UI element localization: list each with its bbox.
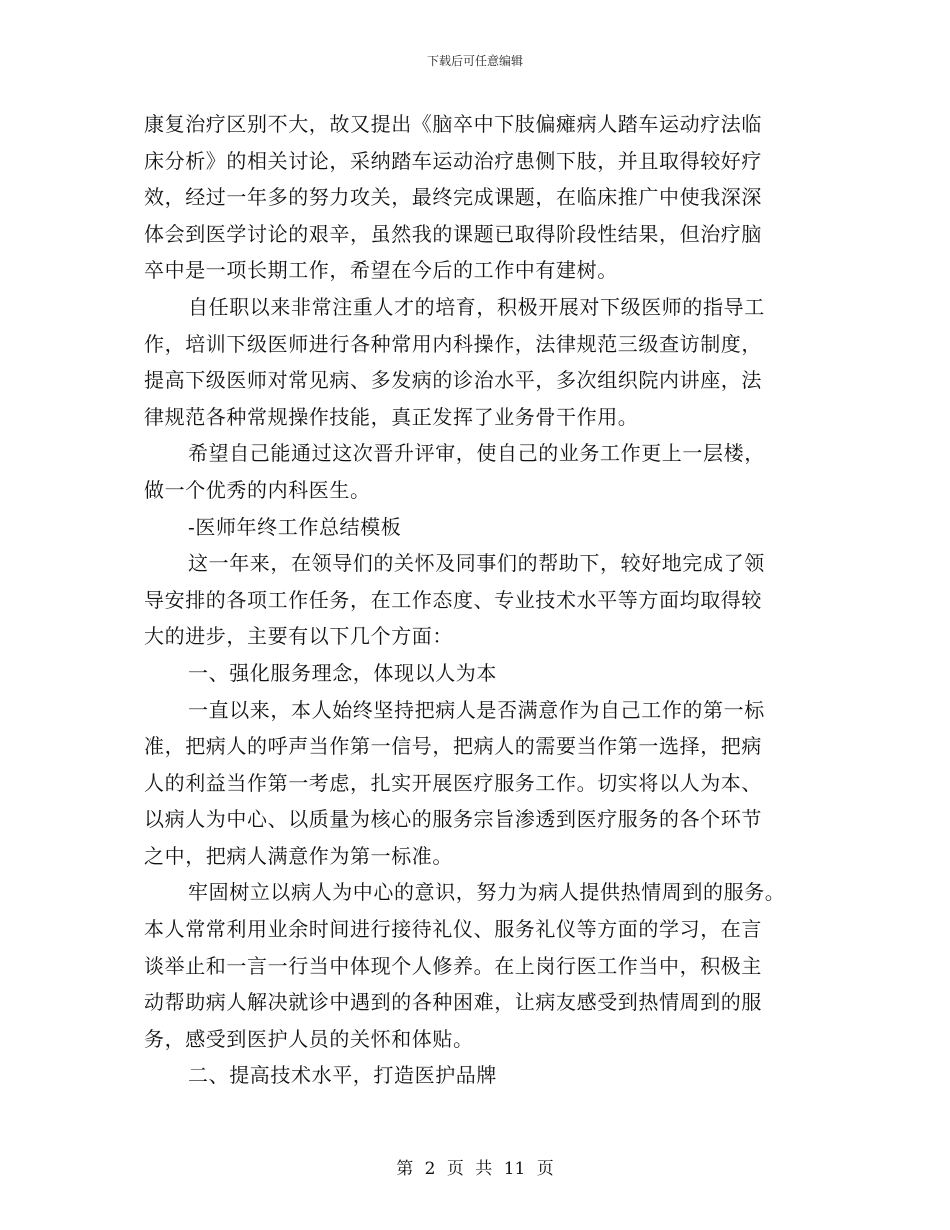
text-line: 效，经过一年多的努力攻关，最终完成课题，在临床推广中使我深深 bbox=[144, 185, 762, 210]
text-line: 动帮助病人解决就诊中遇到的各种困难，让病友感受到热情周到的服 bbox=[144, 990, 762, 1015]
text-line: 律规范各种常规操作技能，真正发挥了业务骨干作用。 bbox=[144, 404, 639, 429]
text-line: 提高下级医师对常见病、多发病的诊治水平，多次组织院内讲座，法 bbox=[144, 368, 762, 393]
text-line: 本人常常利用业余时间进行接待礼仪、服务礼仪等方面的学习，在言 bbox=[144, 917, 762, 942]
section-heading: 二、提高技术水平，打造医护品牌 bbox=[188, 1063, 497, 1088]
text-line: 务，感受到医护人员的关怀和体贴。 bbox=[144, 1026, 474, 1051]
text-line: 做一个优秀的内科医生。 bbox=[144, 477, 371, 502]
text-line: 人的利益当作第一考虑，扎实开展医疗服务工作。切实将以人为本、 bbox=[144, 770, 762, 795]
text-line: 作，培训下级医师进行各种常用内科操作，法律规范三级查访制度， bbox=[144, 331, 762, 356]
text-line: 以病人为中心、以质量为核心的服务宗旨渗透到医疗服务的各个环节 bbox=[144, 807, 762, 832]
text-line: 康复治疗区别不大，故又提出《脑卒中下肢偏瘫病人踏车运动疗法临 bbox=[144, 112, 762, 136]
paragraph-start-line: 希望自己能通过这次晋升评审，使自己的业务工作更上一层楼， bbox=[188, 441, 765, 466]
text-line: 体会到医学讨论的艰辛，虽然我的课题已取得阶段性结果，但治疗脑 bbox=[144, 221, 762, 246]
text-line: 谈举止和一言一行当中体现个人修养。在上岗行医工作当中，积极主 bbox=[144, 953, 762, 978]
page-number: 第 2 页 共 11 页 bbox=[396, 1159, 554, 1179]
section-heading: 一、强化服务理念，体现以人为本 bbox=[188, 660, 497, 685]
paragraph-start-line: 这一年来，在领导们的关怀及同事们的帮助下，较好地完成了领 bbox=[188, 551, 765, 576]
section-title: -医师年终工作总结模板 bbox=[188, 514, 402, 539]
page-header: 下载后可任意编辑 bbox=[426, 54, 523, 68]
document-body bbox=[144, 106, 808, 1094]
text-line: 床分析》的相关讨论，采纳踏车运动治疗患侧下肢，并且取得较好疗 bbox=[144, 148, 762, 173]
text-line: 导安排的各项工作任务，在工作态度、专业技术水平等方面均取得较 bbox=[144, 587, 762, 612]
paragraph-start-line: 一直以来，本人始终坚持把病人是否满意作为自己工作的第一标 bbox=[188, 697, 765, 722]
text-line: 之中，把病人满意作为第一标准。 bbox=[144, 843, 453, 868]
text-line: 卒中是一项长期工作，希望在今后的工作中有建树。 bbox=[144, 258, 618, 283]
text-line: 大的进步，主要有以下几个方面： bbox=[144, 624, 453, 649]
paragraph-start-line: 自任职以来非常注重人才的培育，积极开展对下级医师的指导工 bbox=[188, 294, 765, 319]
paragraph-start-line: 牢固树立以病人为中心的意识，努力为病人提供热情周到的服务。 bbox=[188, 880, 786, 905]
text-line: 准，把病人的呼声当作第一信号，把病人的需要当作第一选择，把病 bbox=[144, 734, 762, 759]
